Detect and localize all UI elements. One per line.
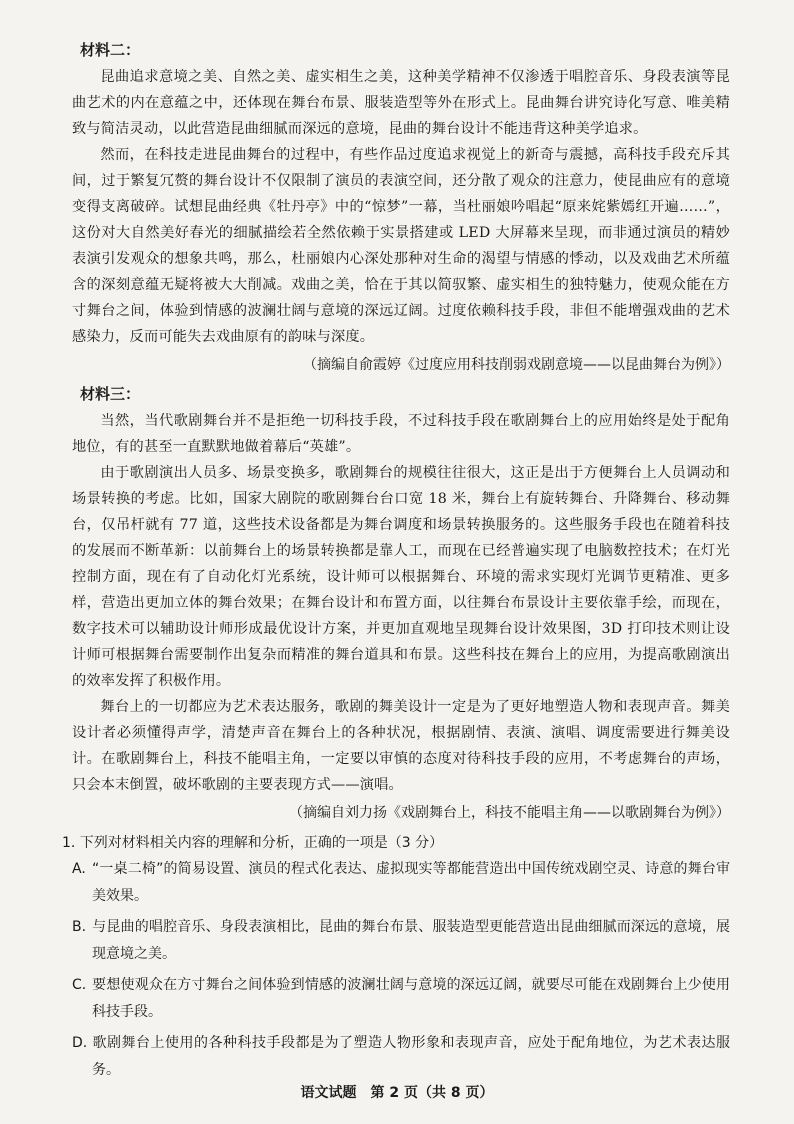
option-d-letter: D.	[72, 1035, 88, 1051]
option-a[interactable]	[72, 856, 730, 910]
option-d-text: 歌剧舞台上使用的各种科技手段都是为了塑造人物形象和表现声音，应处于配角地位，为艺术表达服务。	[92, 1035, 730, 1078]
material-two-paragraph-1: 昆曲追求意境之美、自然之美、虚实相生之美，这种美学精神不仅渗透于唱腔音乐、身段表演等昆曲艺术的内在意蕴之中，还体现在舞台布景、服装造型等外在形式上。昆曲舞台讲究诗化写意、唯美精致与简洁灵动，以此营造昆曲细腻而深远的意境，昆曲的舞台设计不能违背这种美学追求。	[72, 69, 730, 137]
material-two-heading: 材料二：	[80, 41, 141, 59]
material-two-paragraph-2: 然而，在科技走进昆曲舞台的过程中，有些作品过度追求视觉上的新奇与震撼，高科技手段充斥其间，过于繁复冗赘的舞台设计不仅限制了演员的表演空间，还分散了观众的注意力，使昆曲应有的意境变得支离破碎。试想昆曲经典《牡丹亭》中的“惊梦”一幕，当杜丽娘吟唱起“原来姹紫嫣红开遍……”，这份对大自然美好春光的细腻描绘若全然依赖于实景搭建或 LED 大屏幕来呈现，而非通过演员的精妙表演引发观众的想象共鸣，那么，杜丽娘内心深处那种对生命的渴望与情感的悸动，以及戏曲艺术所蕴含的深刻意蕴无疑将被大大削减。戏曲之美，恰在于其以简驭繁、虚实相生的独特魅力，使观众能在方寸舞台之间，体验到情感的波澜壮阔与意境的深远辽阔。过度依赖科技手段，非但不能增强戏曲的艺术感染力，反而可能失去戏曲原有的韵味与深度。	[72, 147, 730, 345]
material-three-paragraph-2: 由于歌剧演出人员多、场景变换多，歌剧舞台的规模往往很大，这正是出于方便舞台上人员调动和场景转换的考虑。比如，国家大剧院的歌剧舞台台口宽 18 米，舞台上有旋转舞台、升降舞台、移动舞台，仅吊杆就有 77 道，这些技术设备都是为舞台调度和场景转换服务的。这些服务手段也在随着科技的发展而不断革新：以前舞台上的场景转换都是靠人工，而现在已经普遍实现了电脑数控技术；在灯光控制方面，现在有了自动化灯光系统，设计师可以根据舞台、环境的需求实现灯光调节更精准、更多样，营造出更加立体的舞台效果；在舞台设计和布置方面，以往舞台布景设计主要依靠手绘，而现在，数字技术可以辅助设计师形成最优设计方案，并更加直观地呈现舞台设计效果图，3D 打印技术则让设计师可根据舞台需要制作出复杂而精准的舞台道具和布景。这些科技在舞台上的应用，为提高歌剧演出的效率发挥了积极作用。	[72, 465, 730, 689]
option-b-text: 与昆曲的唱腔音乐、身段表演相比，昆曲的舞台布景、服装造型更能营造出昆曲细腻而深远的意境，展现意境之美。	[92, 919, 730, 962]
option-c-text: 要想使观众在方寸舞台之间体验到情感的波澜壮阔与意境的深远辽阔，就要尽可能在戏剧舞台上少使用科技手段。	[92, 977, 730, 1020]
option-b[interactable]	[72, 914, 730, 968]
option-c[interactable]	[72, 972, 730, 1026]
material-two	[72, 38, 730, 378]
material-three-source: （摘编自刘力扬《戏剧舞台上，科技不能唱主角——以歌剧舞台为例》）	[289, 805, 730, 821]
material-three-paragraph-1: 当然，当代歌剧舞台并不是拒绝一切科技手段，不过科技手段在歌剧舞台上的应用始终是处于配角地位，有的甚至一直默默地做着幕后“英雄”。	[72, 413, 730, 455]
material-three	[72, 382, 730, 826]
option-c-letter: C.	[72, 977, 87, 993]
question-one	[62, 830, 730, 1084]
material-three-heading: 材料三：	[80, 385, 141, 403]
page-footer: 语文试题 第 2 页（共 8 页）	[300, 1085, 494, 1101]
question-one-stem: 1. 下列对材料相关内容的理解和分析，正确的一项是（3 分）	[62, 835, 444, 851]
option-a-letter: A.	[72, 861, 86, 877]
option-d[interactable]	[72, 1030, 730, 1084]
option-a-text: “一桌二椅”的简易设置、演员的程式化表达、虚拟现实等都能营造出中国传统戏剧空灵、诗意的舞台审美效果。	[92, 861, 730, 904]
option-b-letter: B.	[72, 919, 87, 935]
material-three-paragraph-3: 舞台上的一切都应为艺术表达服务，歌剧的舞美设计一定是为了更好地塑造人物和表现声音。舞美设计者必须懂得声学，清楚声音在舞台上的各种状况，根据剧情、表演、演唱、调度需要进行舞美设计。在歌剧舞台上，科技不能唱主角，一定要以审慎的态度对待科技手段的应用，不考虑舞台的声场，只会本末倒置，破坏歌剧的主要表现方式——演唱。	[72, 699, 730, 793]
material-two-source: （摘编自俞霞婷《过度应用科技削弱戏剧意境——以昆曲舞台为例》）	[303, 357, 730, 373]
